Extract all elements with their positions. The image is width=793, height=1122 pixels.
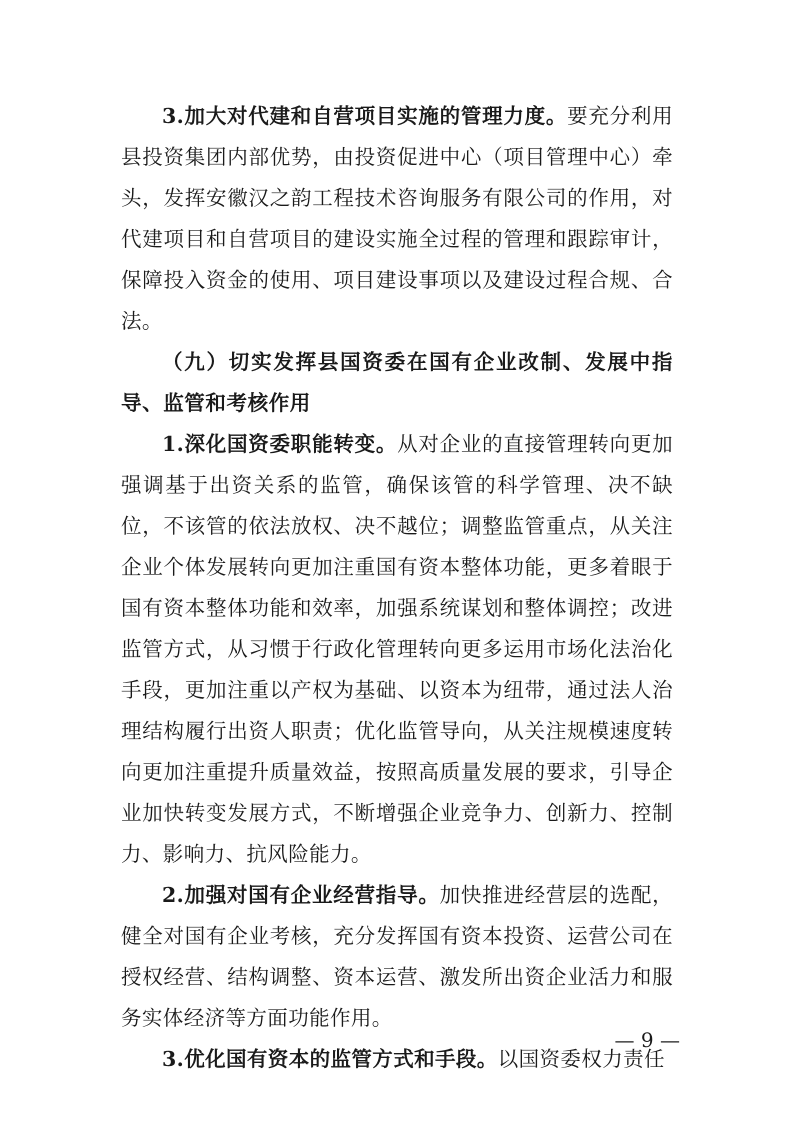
paragraph-text: 以国资委权力责任: [497, 1047, 665, 1071]
paragraph-heading: 2.加强对国有企业经营指导。: [162, 883, 440, 907]
body-text: [121, 96, 673, 1080]
paragraph-text: 从对企业的直接管理转向更加强调基于出资关系的监管，确保该管的科学管理、决不缺位，不该管的依法放权、决不越位；调整监管重点，从关注企业个体发展转向更加注重国有资本整体功能，更多着眼于国有资本整体功能和效率，加强系统谋划和整体调控；改进监管方式，从习惯于行政化管理转向更多运用市场化法治化手段，更加注重以产权为基础、以资本为纽带，通过法人治理结构履行出资人职责；优化监管导向，从关注规模速度转向更加注重提升质量效益，按照高质量发展的要求，引导企业加快转变发展方式，不断增强企业竞争力、创新力、控制力、影响力、抗风险能力。: [121, 432, 674, 866]
paragraph-heading: 3.优化国有资本的监管方式和手段。: [162, 1047, 498, 1071]
section-title-9: （九）切实发挥县国资委在国有企业改制、发展中指导、监管和考核作用: [121, 350, 673, 415]
paragraph-heading: 1.深化国资委职能转变。: [162, 432, 398, 456]
paragraph-heading: 3.加大对代建和自营项目实施的管理力度。: [162, 104, 568, 128]
paragraph-1-function-transformation: [121, 424, 673, 875]
paragraph-3-project-management: [121, 96, 673, 342]
paragraph-2-operation-guidance: [121, 875, 673, 1039]
paragraph-3-supervision-methods: [121, 1039, 673, 1080]
page-number: — 9 —: [614, 1028, 680, 1052]
paragraph-text: 加快推进经营层的选配，健全对国有企业考核，充分发挥国有资本投资、运营公司在授权经营、结构调整、资本运营、激发所出资企业活力和服务实体经济等方面功能作用。: [121, 883, 673, 1030]
paragraph-text: 要充分利用县投资集团内部优势，由投资促进中心（项目管理中心）牵头，发挥安徽汉之韵工程技术咨询服务有限公司的作用，对代建项目和自营项目的建设实施全过程的管理和跟踪审计，保障投入资金的使用、项目建设事项以及建设过程合规、合法。: [121, 104, 674, 333]
